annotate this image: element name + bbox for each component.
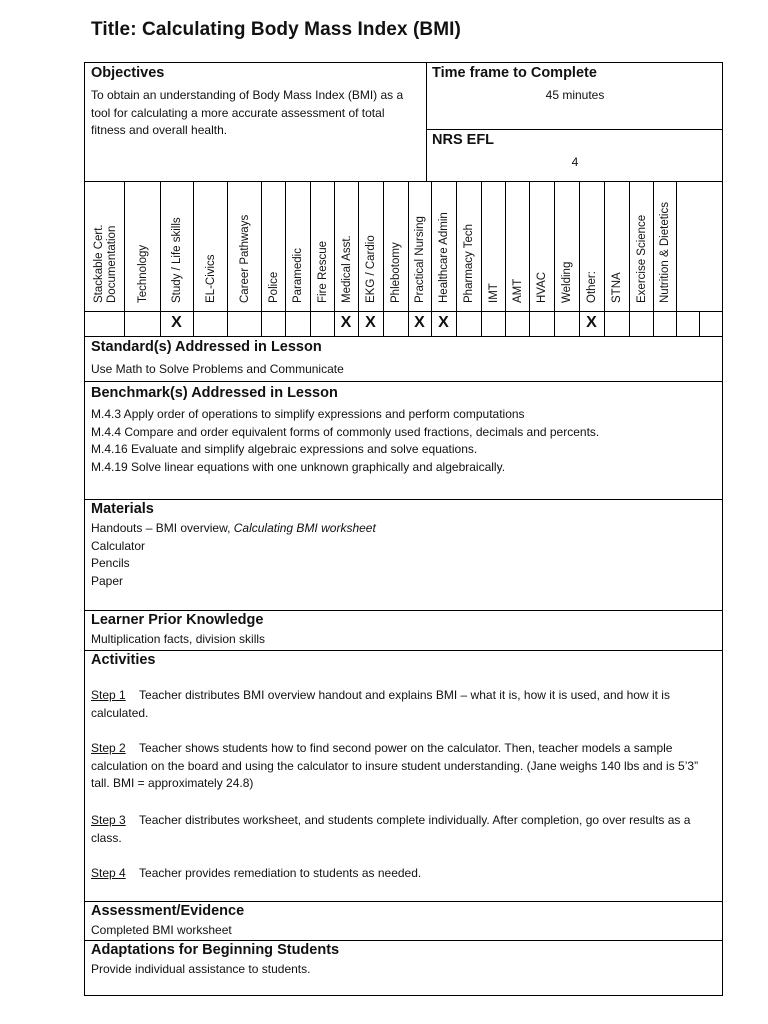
checklist-column-label-text: STNA (611, 272, 623, 303)
checklist-column-label-text: Exercise Science (635, 214, 648, 303)
time-frame-divider (426, 129, 722, 130)
checklist-grid-line (505, 181, 506, 336)
materials-item: Calculator (91, 538, 146, 553)
nrs-efl-heading: NRS EFL (432, 132, 495, 148)
checklist-grid-line (124, 181, 125, 336)
checklist-grid-line (358, 181, 359, 336)
checklist-column-label-text: HVAC (536, 271, 548, 303)
materials-list (91, 520, 376, 590)
step-text: Teacher shows students how to find second power on the calculator. Then, teacher models a sample calculation on the board and using the calculator to insure student understanding. (Jane weighs 140 lbs and is 5’3” tall. BMI = approximately 24.8) (91, 741, 699, 790)
checklist-mark: X (586, 314, 597, 331)
benchmarks-heading: Benchmark(s) Addressed in Lesson (91, 385, 338, 401)
checklist-mark: X (414, 314, 425, 331)
checklist-column-label-text: Career Pathways (238, 214, 251, 303)
benchmark-item: M.4.19 Solve linear equations with one unknown graphically and algebraically. (91, 459, 506, 474)
objectives-heading: Objectives (91, 65, 165, 81)
row-line (85, 381, 722, 382)
checklist-column-label-text: Practical Nursing (414, 216, 426, 303)
checklist-grid-line (193, 181, 194, 336)
row-line (85, 940, 722, 941)
standards-heading: Standard(s) Addressed in Lesson (91, 339, 322, 355)
activities-step (91, 740, 717, 793)
checklist-grid-line (676, 181, 677, 336)
checklist-grid-line (431, 181, 432, 336)
prior-knowledge-heading: Learner Prior Knowledge (91, 612, 264, 628)
checklist-grid-line (261, 181, 262, 336)
checklist-grid-line (160, 181, 161, 336)
time-frame-heading: Time frame to Complete (432, 65, 597, 81)
checklist-grid-line (227, 181, 228, 336)
row-line (85, 610, 722, 611)
objectives-text: To obtain an understanding of Body Mass Index (BMI) as a tool for calculating a more accurate assessment of total fitness and overall health. (91, 88, 404, 137)
assessment-heading: Assessment/Evidence (91, 903, 245, 919)
materials-handouts (91, 520, 376, 538)
materials-worksheet-title: Calculating BMI worksheet (233, 521, 376, 535)
step-label: Step 2 (91, 741, 126, 755)
benchmark-item: M.4.16 Evaluate and simplify algebraic expressions and solve equations. (91, 442, 478, 456)
checklist-grid-line (310, 181, 311, 336)
time-frame-value: 45 minutes (545, 88, 605, 102)
checklist-column-label-text: Documentation (105, 225, 118, 303)
checklist-column-label-text: Stackable Cert. (92, 224, 105, 303)
activities-step (91, 812, 717, 847)
checklist-grid-line (653, 181, 654, 336)
checklist-grid-line (456, 181, 457, 336)
row-line (85, 311, 722, 312)
checklist-column-label-text: AMT (511, 278, 524, 303)
step-text: Teacher provides remediation to students as needed. (139, 866, 422, 880)
checklist-column-label-text: Study / Life skills (171, 217, 183, 303)
row-line (85, 650, 722, 651)
materials-handouts-text: Handouts – BMI overview, (91, 521, 234, 535)
checklist-grid-line (334, 181, 335, 336)
checklist-grid-line (529, 181, 530, 336)
checklist-mark: X (340, 314, 352, 331)
checklist-column-label-text: Welding (561, 261, 573, 303)
checklist-grid-line (285, 181, 286, 336)
checklist-grid-line (629, 181, 630, 336)
lesson-plan-form (84, 62, 723, 996)
step-text: Teacher distributes BMI overview handout and explains BMI – what it is, how it is used, and how it is calculated. (91, 688, 670, 720)
row-line (85, 336, 722, 337)
checklist-column-label-text: Technology (136, 244, 149, 303)
checklist-grid-line (554, 181, 555, 336)
checklist-column-label-text: EL-Civics (204, 254, 217, 303)
benchmark-item: M.4.3 Apply order of operations to simplify expressions and perform computations (91, 407, 525, 421)
checklist-column-label-text: Paramedic (292, 248, 304, 303)
materials-heading: Materials (91, 501, 154, 517)
checklist-column-label-text: Nutrition & Dietetics (659, 202, 671, 303)
row-line (85, 901, 722, 902)
checklist-column-label-text: EKG / Cardio (365, 235, 377, 303)
checklist-column-label-text: Medical Asst. (340, 235, 353, 303)
checklist-mark: X (438, 314, 449, 331)
page-title: Title: Calculating Body Mass Index (BMI) (91, 19, 461, 40)
checklist-column-label-text: Other: (586, 271, 598, 303)
checklist-grid-line (699, 311, 700, 336)
prior-knowledge-text: Multiplication facts, division skills (91, 632, 266, 646)
checklist-mark: X (365, 314, 376, 331)
activities-step (91, 865, 717, 883)
benchmark-item: M.4.4 Compare and order equivalent forms of commonly used fractions, decimals and percents. (91, 424, 600, 439)
activities-step (91, 687, 717, 722)
step-label: Step 1 (91, 688, 126, 702)
checklist-grid-line (579, 181, 580, 336)
adaptations-text: Provide individual assistance to students. (91, 962, 311, 976)
nrs-efl-value: 4 (571, 155, 579, 169)
materials-item: Paper (91, 573, 124, 588)
checklist-column-label-text: Police (267, 271, 280, 303)
checklist-column-label-text: IMT (487, 283, 500, 303)
standards-text: Use Math to Solve Problems and Communicate (91, 362, 344, 376)
checklist-column-label-text: Healthcare Admin (438, 212, 450, 303)
checklist-column-label-text: Fire Rescue (316, 241, 329, 303)
step-label: Step 4 (91, 866, 126, 880)
checklist-mark: X (171, 314, 182, 331)
step-text: Teacher distributes worksheet, and students complete individually. After completion, go over results as a class. (91, 813, 691, 845)
checklist-grid-line (383, 181, 384, 336)
row-line (85, 181, 722, 182)
step-label: Step 3 (91, 813, 126, 827)
row-line (85, 499, 722, 500)
checklist-grid-line (604, 181, 605, 336)
checklist-column-label-text: Phlebotomy (390, 242, 402, 303)
activities-heading: Activities (91, 652, 156, 668)
materials-item: Pencils (91, 556, 130, 570)
checklist-grid-line (408, 181, 409, 336)
checklist-grid-line (481, 181, 482, 336)
benchmarks-list (91, 406, 719, 476)
assessment-text: Completed BMI worksheet (91, 923, 232, 937)
adaptations-heading: Adaptations for Beginning Students (91, 942, 340, 958)
checklist-column-label-text: Pharmacy Tech (463, 223, 475, 303)
